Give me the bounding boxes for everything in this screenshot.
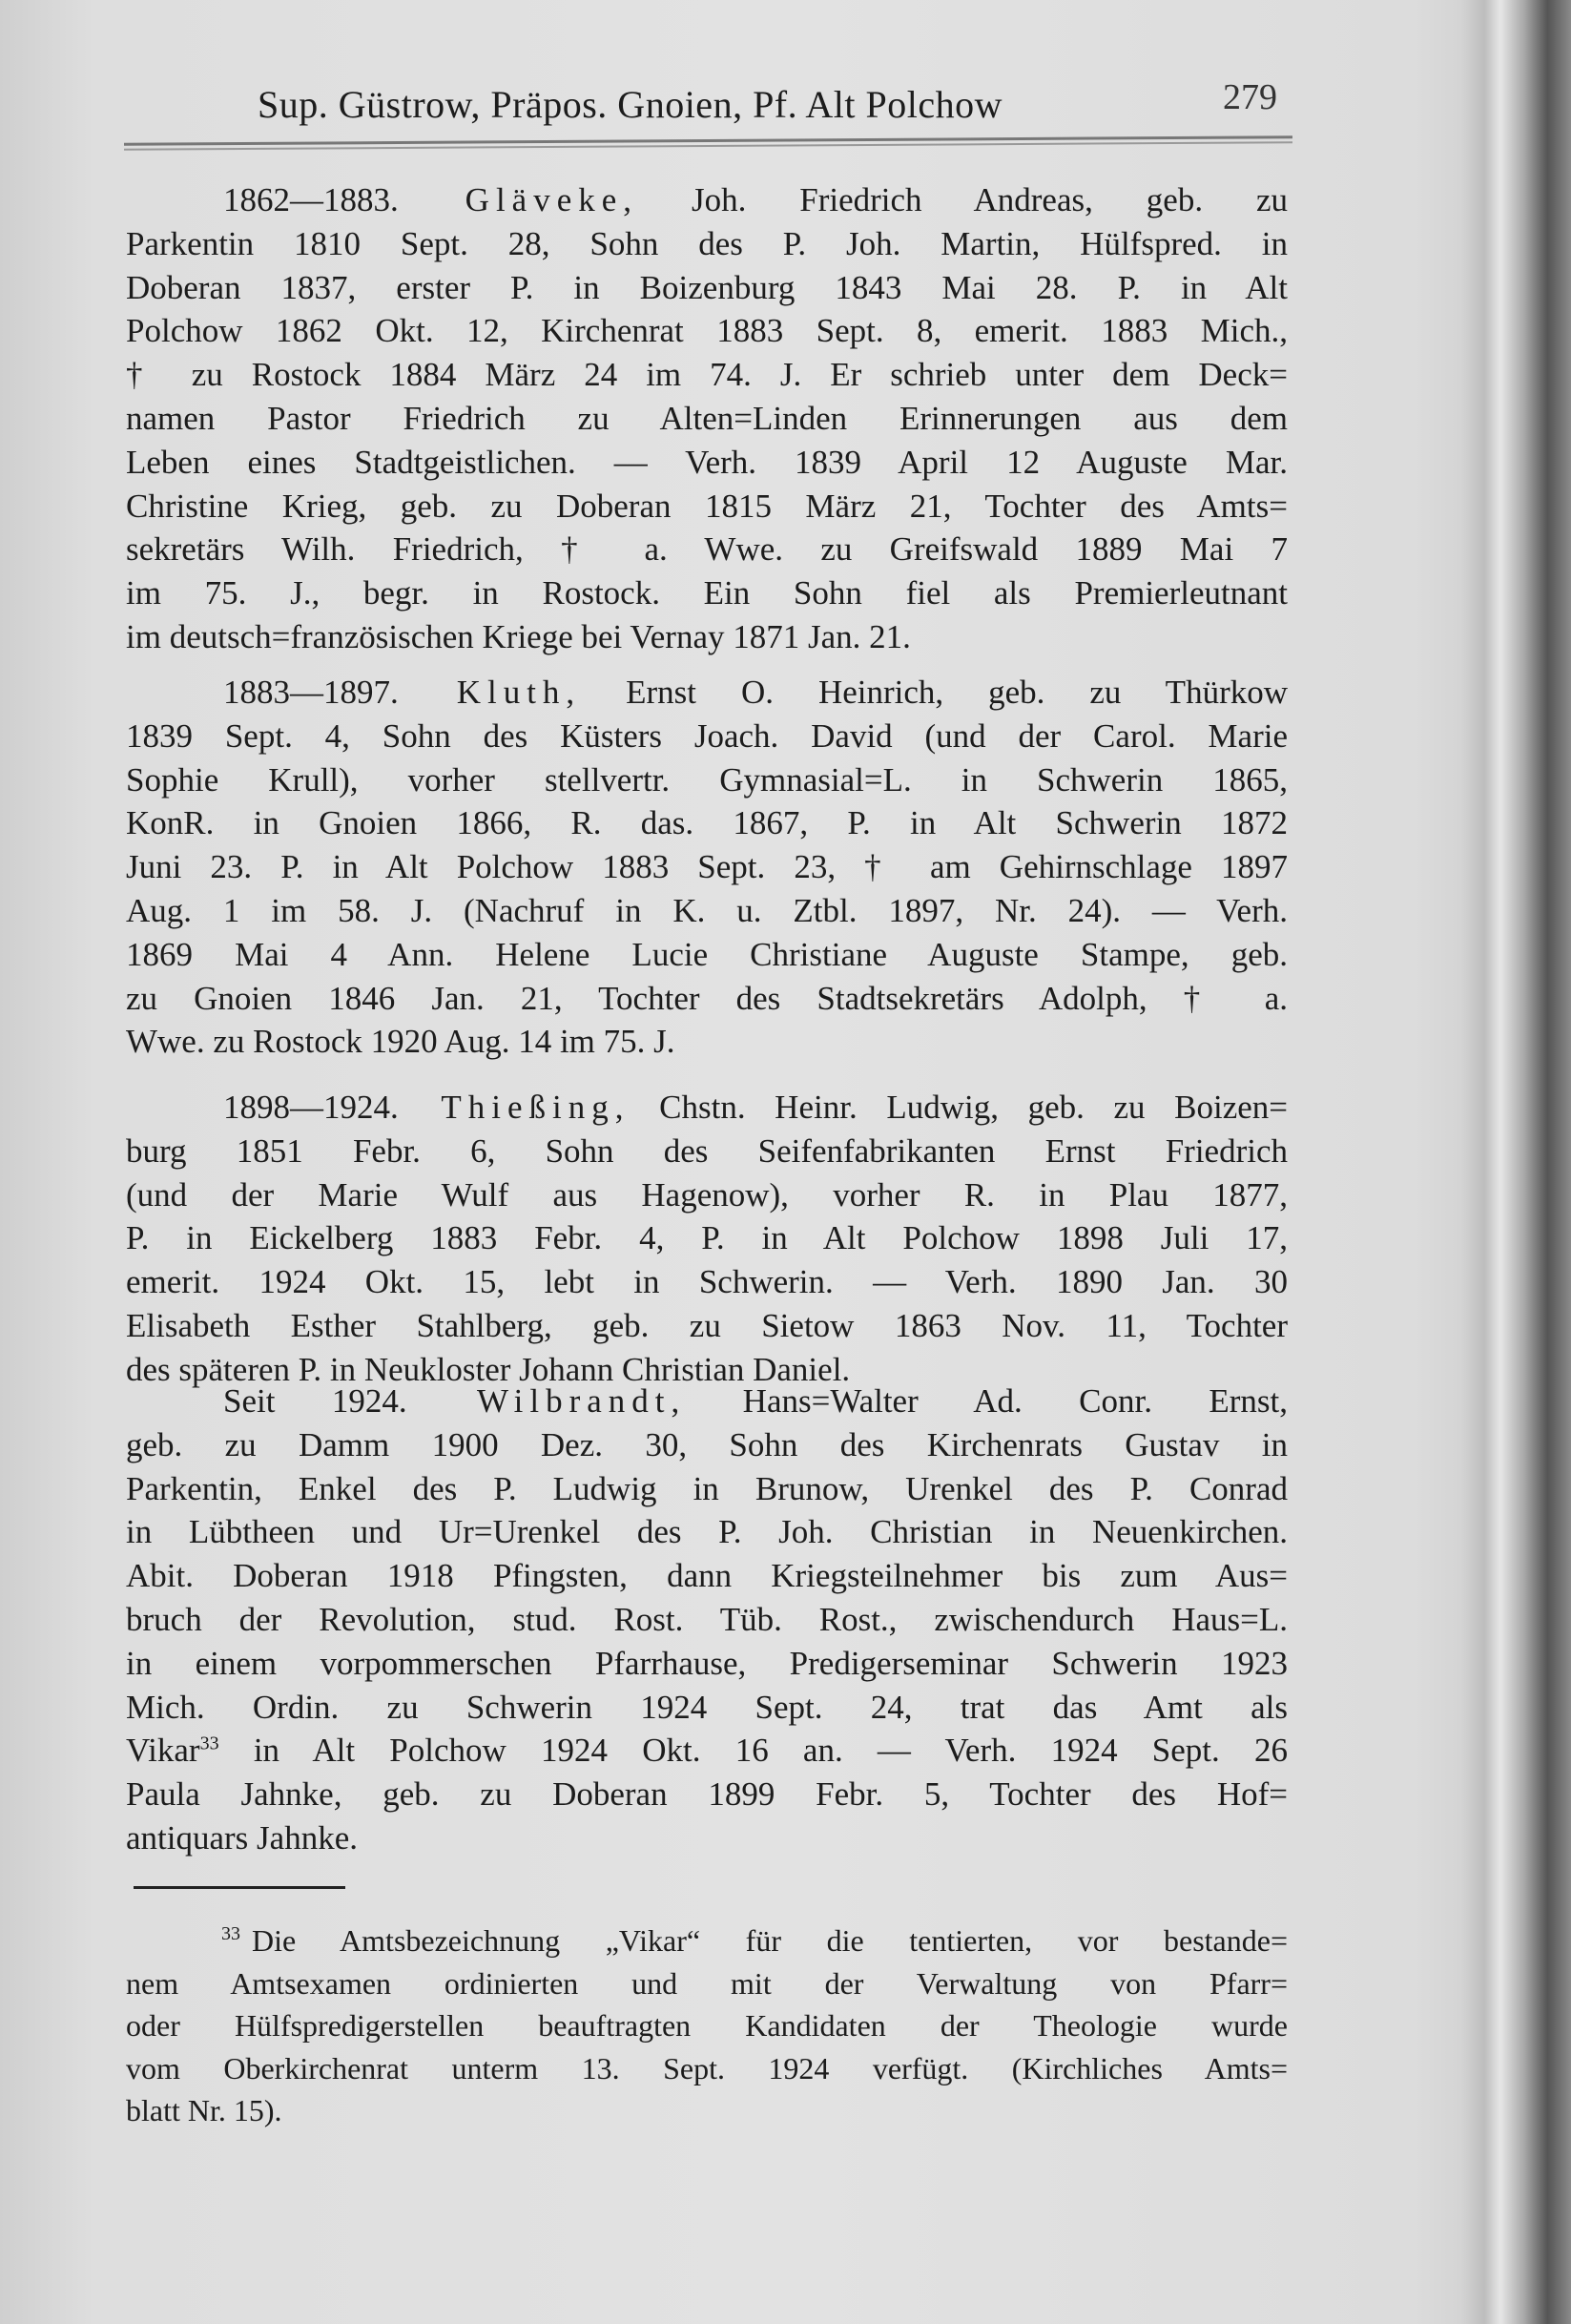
text-line: zu Gnoien 1846 Jan. 21, Tochter des Stadtsekretärs Adolph, † a. [126,979,1288,1017]
text-line: in einem vorpommerschen Pfarrhause, Predigerseminar Schwerin 1923 [126,1644,1288,1682]
entry-thiessing [126,1086,1288,1392]
entry-name: Kluth, [456,674,582,711]
footnote-line: blatt Nr. 15). [126,2093,282,2127]
entry-dates: Seit 1924. [223,1382,407,1420]
text-line: burg 1851 Febr. 6, Sohn des Seifenfabrikanten Ernst Friedrich [126,1131,1288,1170]
footnote-reference: 33 [199,1733,219,1754]
entry-dates: 1883—1897. [223,674,399,711]
header-rule [124,135,1292,150]
text-line: 1869 Mai 4 Ann. Helene Lucie Christiane Auguste Stampe, geb. [126,935,1288,973]
text-line [126,1086,1288,1130]
footnote-line [126,1919,1288,1962]
text-line: † zu Rostock 1884 März 24 im 74. J. Er schrieb unter dem Deck= [126,356,1288,394]
entry-dates: 1898—1924. [223,1089,399,1126]
text-line: Elisabeth Esther Stahlberg, geb. zu Sietow 1863 Nov. 11, Tochter [126,1306,1288,1344]
text-line: Aug. 1 im 58. J. (Nachruf in K. u. Ztbl. 1897, Nr. 24). — Verh. [126,891,1288,929]
entry-glaeveke [126,178,1288,659]
entry-name: Gläveke, [465,181,639,218]
footnote [126,1919,1288,2132]
text-line: antiquars Jahnke. [126,1818,358,1857]
text-line: des späteren P. in Neukloster Johann Christian Daniel. [126,1350,851,1388]
line-text: Die Amtsbezeichnung „Vikar“ für die tentierten, vor bestande= [252,1923,1288,1958]
text-line: Doberan 1837, erster P. in Boizenburg 1843 Mai 28. P. in Alt [126,268,1288,306]
text-line [126,178,1288,222]
text-line [126,1380,1288,1423]
page-number: 279 [1223,77,1277,117]
text-line [126,1729,1288,1773]
entry-kluth [126,671,1288,1064]
line-text: Hans=Walter Ad. Conr. Ernst, [742,1382,1289,1420]
text-line [126,671,1288,715]
entry-wilbrandt [126,1380,1288,1860]
line-text: Vikar [126,1732,200,1770]
running-title: Sup. Güstrow, Präpos. Gnoien, Pf. Alt Polchow [258,83,1003,126]
text-line: Wwe. zu Rostock 1920 Aug. 14 im 75. J. [126,1023,675,1061]
footnote-rule [134,1886,345,1889]
text-line: im deutsch=französischen Kriege bei Vernay 1871 Jan. 21. [126,617,911,655]
text-line: namen Pastor Friedrich zu Alten=Linden Erinnerungen aus dem [126,399,1288,437]
footnote-line: vom Oberkirchenrat unterm 13. Sept. 1924 verfügt. (Kirchliches Amts= [126,2050,1288,2085]
text-line: Mich. Ordin. zu Schwerin 1924 Sept. 24, trat das Amt als [126,1688,1288,1726]
footnote-marker: 33 [221,1923,240,1945]
text-line: Sophie Krull), vorher stellvertr. Gymnasial=L. in Schwerin 1865, [126,760,1288,799]
text-line: bruch der Revolution, stud. Rost. Tüb. Rost., zwischendurch Haus=L. [126,1600,1288,1638]
entry-name: Wilbrandt, [477,1382,687,1420]
text-line: in Lübtheen und Ur=Urenkel des P. Joh. Christian in Neuenkirchen. [126,1513,1288,1551]
text-line: 1839 Sept. 4, Sohn des Küsters Joach. David (und der Carol. Marie [126,716,1288,755]
text-line: Polchow 1862 Okt. 12, Kirchenrat 1883 Sept. 8, emerit. 1883 Mich., [126,312,1288,350]
text-line: emerit. 1924 Okt. 15, lebt in Schwerin. — Verh. 1890 Jan. 30 [126,1263,1288,1301]
text-line: (und der Marie Wulf aus Hagenow), vorher R. in Plau 1877, [126,1175,1288,1214]
text-line: im 75. J., begr. in Rostock. Ein Sohn fiel als Premierleutnant [126,574,1288,612]
text-line: Abit. Doberan 1918 Pfingsten, dann Kriegsteilnehmer bis zum Aus= [126,1557,1288,1595]
text-line: sekretärs Wilh. Friedrich, † a. Wwe. zu Greifswald 1889 Mai 7 [126,530,1288,569]
line-text: Ernst O. Heinrich, geb. zu Thürkow [626,674,1288,711]
footnote-line: nem Amtsexamen ordinierten und mit der Verwaltung von Pfarr= [126,1965,1288,2001]
text-line: Leben eines Stadtgeistlichen. — Verh. 1839 April 12 Auguste Mar. [126,443,1288,481]
entry-dates: 1862—1883. [223,181,399,218]
text-line: Parkentin 1810 Sept. 28, Sohn des P. Joh. Martin, Hülfspred. in [126,224,1288,262]
text-line: KonR. in Gnoien 1866, R. das. 1867, P. in Alt Schwerin 1872 [126,804,1288,842]
text-line: geb. zu Damm 1900 Dez. 30, Sohn des Kirchenrats Gustav in [126,1425,1288,1463]
line-text: Joh. Friedrich Andreas, geb. zu [691,181,1289,218]
text-line: Christine Krieg, geb. zu Doberan 1815 März 21, Tochter des Amts= [126,487,1288,525]
footnote-line: oder Hülfspredigerstellen beauftragten Kandidaten der Theologie wurde [126,2008,1288,2043]
line-text: in Alt Polchow 1924 Okt. 16 an. — Verh. 1924 Sept. 26 [218,1732,1288,1770]
text-line: P. in Eickelberg 1883 Febr. 4, P. in Alt Polchow 1898 Juli 17, [126,1219,1288,1257]
text-line: Parkentin, Enkel des P. Ludwig in Brunow, Urenkel des P. Conrad [126,1469,1288,1507]
entry-name: Thießing, [441,1089,630,1126]
text-line: Paula Jahnke, geb. zu Doberan 1899 Febr. 5, Tochter des Hof= [126,1775,1288,1814]
text-line: Juni 23. P. in Alt Polchow 1883 Sept. 23, † am Gehirnschlage 1897 [126,848,1288,886]
line-text: Chstn. Heinr. Ludwig, geb. zu Boizen= [659,1089,1289,1126]
